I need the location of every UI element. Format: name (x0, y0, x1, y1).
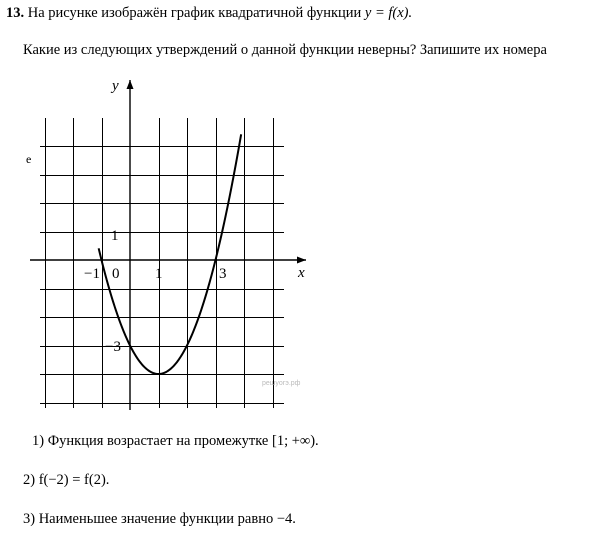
x-axis-label: x (298, 265, 305, 281)
tick-label-y-one: 1 (111, 228, 119, 244)
tick-label-y-minus-three: −3 (105, 339, 121, 355)
watermark: решуогэ.рф (262, 380, 301, 387)
question-text: Какие из следующих утверждений о данной функции неверны? Запишите их номера (23, 42, 547, 58)
problem-title-text: На рисунке изображён график квадратичной функции (27, 5, 362, 21)
statement-2: 2) f(−2) = f(2). (23, 472, 110, 488)
tick-label-x-three: 3 (219, 266, 227, 282)
tick-label-x-minus-one: −1 (84, 266, 100, 282)
problem-number: 13. (6, 5, 25, 21)
y-axis-label: y (112, 78, 119, 94)
function-name: y = f(x). (364, 5, 413, 21)
tick-label-x-one: 1 (155, 266, 163, 282)
y-axis-arrow-icon (127, 80, 134, 89)
graph-axes (30, 80, 306, 410)
stray-mark: е (26, 152, 32, 166)
x-axis-arrow-icon (297, 257, 306, 264)
graph-grid (40, 118, 284, 408)
origin-label: 0 (112, 266, 120, 282)
statement-3: 3) Наименьшее значение функции равно −4. (23, 511, 296, 527)
statement-1: 1) Функция возрастает на промежутке [1; +∞). (32, 433, 319, 449)
